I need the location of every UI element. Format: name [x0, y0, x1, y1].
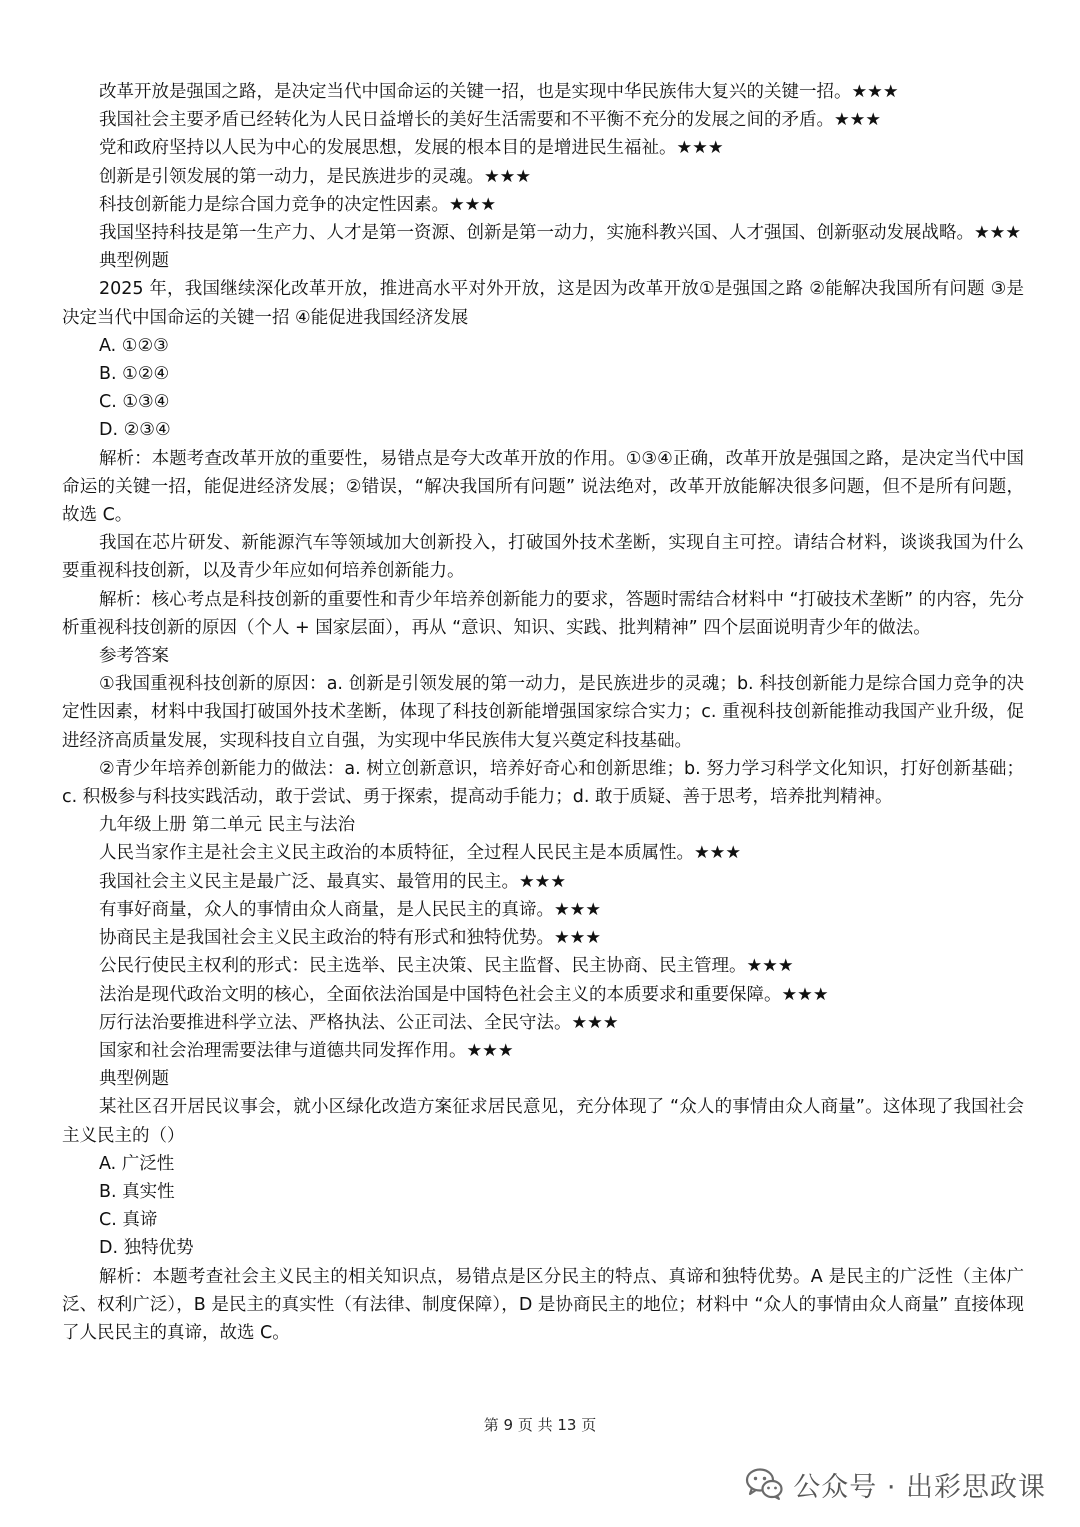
text-paragraph: 我国坚持科技是第一生产力、人才是第一资源、创新是第一动力，实施科教兴国、人才强国、创新驱动发展战略。★★★ — [99, 223, 1022, 244]
section-heading: 参考答案 — [99, 646, 169, 667]
watermark-text: 公众号 · 出彩思政课 — [793, 1471, 1046, 1503]
text-line: 法治是现代政治文明的核心，全面依法治国是中国特色社会主义的本质要求和重要保障。★★★ — [99, 984, 829, 1005]
analysis-paragraph: 解析：本题考查改革开放的重要性，易错点是夸大改革开放的作用。①③④正确，改革开放是强国之路，是决定当代中国命运的关键一招，能促进经济发展；②错误，“解决我国所有问题” 说法绝对，改革开放能解决很多问题，但不是所有问题，故选 C。 — [62, 448, 1024, 526]
analysis-paragraph: 解析：本题考查社会主义民主的相关知识点，易错点是区分民主的特点、真谛和独特优势。A 是民主的广泛性（主体广泛、权利广泛），B 是民主的真实性（有法律、制度保障），D 是协商民主的地位；材料中 “众人的事情由众人商量” 直接体现了人民民主的真谛，故选 C。 — [62, 1266, 1024, 1343]
text-line: 人民当家作主是社会主义民主政治的本质特征，全过程人民民主是本质属性。★★★ — [99, 843, 742, 864]
text-line: 公民行使民主权利的形式：民主选举、民主决策、民主监督、民主协商、民主管理。★★★ — [99, 956, 794, 977]
unit-heading: 九年级上册 第二单元 民主与法治 — [99, 815, 356, 836]
text-line: 协商民主是我国社会主义民主政治的特有形式和独特优势。★★★ — [99, 928, 602, 949]
text-line: 我国社会主要矛盾已经转化为人民日益增长的美好生活需要和不平衡不充分的发展之间的矛盾。★★★ — [99, 110, 882, 131]
wechat-icon — [745, 1467, 783, 1501]
watermark — [745, 1464, 1046, 1504]
text-line: 改革开放是强国之路，是决定当代中国命运的关键一招，也是实现中华民族伟大复兴的关键一招。★★★ — [99, 82, 899, 102]
question-stem: 我国在芯片研发、新能源汽车等领域加大创新投入，打破国外技术垄断，实现自主可控。请结合材料，谈谈我国为什么要重视科技创新，以及青少年应如何培养创新能力。 — [62, 533, 1024, 582]
question-stem: 2025 年，我国继续深化改革开放，推进高水平对外开放，这是因为改革开放①是强国之路 ②能解决我国所有问题 ③是决定当代中国命运的关键一招 ④能促进我国经济发展 — [62, 279, 1024, 328]
text-line: 有事好商量，众人的事情由众人商量，是人民民主的真谛。★★★ — [99, 899, 602, 920]
document-body — [62, 78, 1024, 1347]
option-a: A. 广泛性 — [99, 1153, 175, 1174]
answer-paragraph: ②青少年培养创新能力的做法：a. 树立创新意识，培养好奇心和创新思维；b. 努力学习科学文化知识，打好创新基础；c. 积极参与科技实践活动，敢于尝试、勇于探索，提高动手能力；d. 敢于质疑、善于思考，培养批判精神。 — [62, 758, 1024, 808]
text-line: 厉行法治要推进科学立法、严格执法、公正司法、全民守法。★★★ — [99, 1012, 619, 1033]
section-heading: 典型例题 — [99, 1069, 169, 1090]
page-number: 第 9 页 共 13 页 — [483, 1416, 597, 1434]
option-b: B. ①②④ — [99, 364, 170, 385]
option-a: A. ①②③ — [99, 335, 169, 356]
text-line: 国家和社会治理需要法律与道德共同发挥作用。★★★ — [99, 1040, 514, 1061]
analysis-paragraph: 解析：核心考点是科技创新的重要性和青少年培养创新能力的要求，答题时需结合材料中 “打破技术垄断” 的内容，先分析重视科技创新的原因（个人 + 国家层面），再从 “意识、知识、实践、批判精神” 四个层面说明青少年的做法。 — [62, 589, 1024, 638]
text-line: 党和政府坚持以人民为中心的发展思想，发展的根本目的是增进民生福祉。★★★ — [99, 138, 724, 159]
text-line: 创新是引领发展的第一动力，是民族进步的灵魂。★★★ — [99, 166, 532, 187]
answer-paragraph: ①我国重视科技创新的原因：a. 创新是引领发展的第一动力，是民族进步的灵魂；b. 科技创新能力是综合国力竞争的决定性因素，材料中我国打破国外技术垄断，体现了科技创新能增强国家综合实力；c. 重视科技创新能推动我国产业升级，促进经济高质量发展，实现科技自立自强，为实现中华民族伟大复兴奠定科技基础。 — [62, 674, 1024, 751]
section-heading: 典型例题 — [99, 251, 169, 272]
option-d: D. ②③④ — [99, 420, 171, 441]
option-d: D. 独特优势 — [99, 1238, 194, 1259]
text-line: 科技创新能力是综合国力竞争的决定性因素。★★★ — [99, 194, 497, 215]
option-c: C. 真谛 — [99, 1210, 158, 1231]
option-c: C. ①③④ — [99, 392, 170, 413]
option-b: B. 真实性 — [99, 1181, 175, 1202]
question-stem: 某社区召开居民议事会，就小区绿化改造方案征求居民意见，充分体现了 “众人的事情由众人商量”。这体现了我国社会主义民主的（） — [62, 1097, 1024, 1146]
text-line: 我国社会主义民主是最广泛、最真实、最管用的民主。★★★ — [99, 871, 567, 892]
